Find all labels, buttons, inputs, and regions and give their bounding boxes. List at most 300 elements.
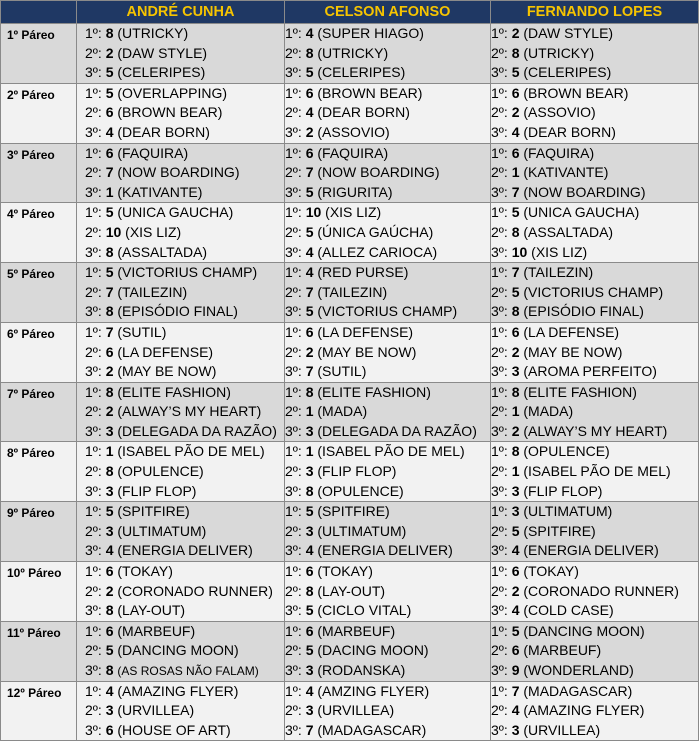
pick-position: 1º: bbox=[85, 84, 102, 101]
pick-line bbox=[285, 183, 490, 203]
horse-number: 2 bbox=[105, 363, 114, 380]
pick-line bbox=[491, 402, 698, 422]
horse-number: 5 bbox=[511, 64, 520, 81]
horse-number: 7 bbox=[305, 164, 314, 181]
tipster-1-picks bbox=[77, 83, 285, 143]
pick-line bbox=[77, 362, 284, 382]
tipster-2-picks bbox=[285, 382, 491, 442]
pick-position: 2º: bbox=[85, 403, 102, 420]
horse-number: 4 bbox=[305, 542, 314, 559]
pick-position: 3º: bbox=[491, 602, 508, 619]
pick-position: 2º: bbox=[85, 702, 102, 719]
pick-line bbox=[491, 422, 698, 442]
header-tipster-3: FERNANDO LOPES bbox=[491, 1, 699, 24]
race-label: 7º Páreo bbox=[1, 382, 77, 442]
horse-name: (SPITFIRE) bbox=[117, 503, 190, 520]
pick-line bbox=[77, 203, 284, 223]
horse-number: 5 bbox=[511, 522, 520, 539]
pick-line bbox=[491, 522, 698, 542]
horse-name: (ASSALTADA) bbox=[523, 223, 614, 240]
pick-line bbox=[77, 661, 284, 681]
horse-name: (ISABEL PÃO DE MEL) bbox=[117, 443, 265, 460]
horse-number: 4 bbox=[305, 104, 314, 121]
pick-line bbox=[285, 482, 490, 502]
race-label: 1º Páreo bbox=[1, 24, 77, 84]
pick-line bbox=[285, 323, 490, 343]
pick-line bbox=[285, 103, 490, 123]
pick-position: 3º: bbox=[285, 64, 302, 81]
horse-number: 3 bbox=[305, 702, 314, 719]
race-row bbox=[1, 621, 699, 681]
horse-name: (ENERGIA DELIVER) bbox=[317, 542, 453, 559]
horse-name: (ELITE FASHION) bbox=[317, 383, 431, 400]
tipster-3-picks bbox=[491, 562, 699, 622]
tipster-1-picks bbox=[77, 562, 285, 622]
horse-name: (TAILEZIN) bbox=[317, 283, 388, 300]
horse-number: 6 bbox=[305, 84, 314, 101]
race-row bbox=[1, 562, 699, 622]
pick-line bbox=[77, 622, 284, 642]
pick-line bbox=[285, 24, 490, 44]
race-row bbox=[1, 24, 699, 84]
horse-number: 6 bbox=[105, 721, 114, 738]
pick-position: 2º: bbox=[285, 582, 302, 599]
horse-number: 5 bbox=[105, 264, 114, 281]
pick-position: 2º: bbox=[491, 343, 508, 360]
pick-line bbox=[285, 582, 490, 602]
horse-number: 6 bbox=[105, 343, 114, 360]
pick-position: 1º: bbox=[491, 144, 508, 161]
pick-line bbox=[77, 701, 284, 721]
tipster-2-picks bbox=[285, 442, 491, 502]
race-label: 3º Páreo bbox=[1, 143, 77, 203]
horse-name: (FAQUIRA) bbox=[523, 144, 595, 161]
horse-name: (ALWAY’S MY HEART) bbox=[523, 422, 668, 439]
pick-position: 3º: bbox=[491, 64, 508, 81]
pick-line bbox=[285, 522, 490, 542]
tipster-1-picks bbox=[77, 24, 285, 84]
tipster-2-picks bbox=[285, 322, 491, 382]
horse-name: (ASSOVIO) bbox=[317, 123, 390, 140]
horse-name: (BROWN BEAR) bbox=[317, 84, 423, 101]
pick-line bbox=[491, 223, 698, 243]
horse-number: 7 bbox=[105, 283, 114, 300]
pick-line bbox=[285, 263, 490, 283]
horse-number: 1 bbox=[511, 403, 520, 420]
pick-line bbox=[77, 402, 284, 422]
horse-number: 1 bbox=[305, 403, 314, 420]
pick-line bbox=[285, 283, 490, 303]
horse-name: (SUTIL) bbox=[317, 363, 367, 380]
pick-line bbox=[491, 541, 698, 561]
pick-line bbox=[491, 661, 698, 681]
horse-name: (CELERIPES) bbox=[523, 64, 612, 81]
pick-position: 2º: bbox=[491, 223, 508, 240]
pick-position: 3º: bbox=[491, 542, 508, 559]
horse-name: (ALWAY’S MY HEART) bbox=[117, 403, 262, 420]
horse-number: 4 bbox=[511, 542, 520, 559]
race-row bbox=[1, 502, 699, 562]
horse-name: (CELERIPES) bbox=[317, 64, 406, 81]
pick-position: 2º: bbox=[285, 343, 302, 360]
horse-number: 3 bbox=[105, 422, 114, 439]
horse-number: 1 bbox=[105, 183, 114, 200]
tipster-3-picks bbox=[491, 382, 699, 442]
pick-position: 1º: bbox=[85, 25, 102, 41]
pick-position: 3º: bbox=[85, 482, 102, 499]
horse-name: (AS ROSAS NÃO FALAM) bbox=[117, 664, 259, 678]
horse-name: (EPISÓDIO FINAL) bbox=[523, 303, 644, 320]
tipster-3-picks bbox=[491, 322, 699, 382]
pick-line bbox=[77, 44, 284, 64]
pick-line bbox=[77, 243, 284, 263]
tipster-2-picks bbox=[285, 263, 491, 323]
pick-position: 1º: bbox=[285, 264, 302, 281]
horse-number: 7 bbox=[305, 283, 314, 300]
pick-position: 1º: bbox=[491, 383, 508, 400]
horse-number: 8 bbox=[511, 44, 520, 61]
pick-line bbox=[285, 721, 490, 741]
horse-number: 4 bbox=[105, 542, 114, 559]
pick-position: 3º: bbox=[285, 363, 302, 380]
pick-line bbox=[285, 362, 490, 382]
pick-position: 3º: bbox=[85, 243, 102, 260]
pick-line bbox=[285, 243, 490, 263]
pick-position: 1º: bbox=[85, 264, 102, 281]
pick-position: 2º: bbox=[85, 642, 102, 659]
pick-position: 1º: bbox=[285, 144, 302, 161]
pick-position: 3º: bbox=[285, 662, 302, 678]
horse-number: 3 bbox=[511, 503, 520, 520]
pick-line bbox=[491, 502, 698, 522]
horse-number: 2 bbox=[105, 44, 114, 61]
horse-number: 1 bbox=[511, 164, 520, 181]
horse-number: 5 bbox=[305, 64, 314, 81]
pick-position: 2º: bbox=[85, 223, 102, 240]
horse-name: (EPISÓDIO FINAL) bbox=[117, 303, 238, 320]
horse-name: (TAILEZIN) bbox=[117, 283, 188, 300]
horse-number: 8 bbox=[511, 443, 520, 460]
pick-position: 3º: bbox=[285, 542, 302, 559]
pick-line bbox=[491, 323, 698, 343]
pick-line bbox=[285, 622, 490, 642]
horse-number: 5 bbox=[511, 622, 520, 639]
tipster-3-picks bbox=[491, 83, 699, 143]
pick-position: 2º: bbox=[285, 104, 302, 121]
horse-name: (MADAGASCAR) bbox=[523, 682, 633, 699]
horse-name: (ASSOVIO) bbox=[523, 104, 596, 121]
pick-position: 3º: bbox=[491, 422, 508, 439]
horse-number: 2 bbox=[511, 104, 520, 121]
horse-number: 9 bbox=[511, 662, 520, 678]
pick-position: 3º: bbox=[491, 243, 508, 260]
horse-name: (DAW STYLE) bbox=[117, 44, 208, 61]
header-tipster-1: ANDRÉ CUNHA bbox=[77, 1, 285, 24]
horse-number: 1 bbox=[105, 443, 114, 460]
horse-name: (OPULENCE) bbox=[317, 482, 404, 499]
pick-line bbox=[285, 63, 490, 83]
pick-position: 1º: bbox=[85, 323, 102, 340]
tipster-2-picks bbox=[285, 621, 491, 681]
horse-name: (UTRICKY) bbox=[117, 25, 189, 41]
tipster-2-picks bbox=[285, 502, 491, 562]
horse-number: 3 bbox=[511, 721, 520, 738]
horse-name: (ELITE FASHION) bbox=[117, 383, 231, 400]
pick-position: 2º: bbox=[85, 582, 102, 599]
horse-name: (DACING MOON) bbox=[317, 642, 429, 659]
horse-number: 2 bbox=[105, 403, 114, 420]
horse-name: (TAILEZIN) bbox=[523, 264, 594, 281]
pick-position: 1º: bbox=[285, 323, 302, 340]
horse-name: (FLIP FLOP) bbox=[317, 463, 397, 480]
pick-line bbox=[285, 383, 490, 403]
pick-position: 2º: bbox=[491, 702, 508, 719]
pick-line bbox=[77, 183, 284, 203]
horse-name: (DELEGADA DA RAZÃO) bbox=[317, 422, 477, 439]
pick-position: 2º: bbox=[85, 522, 102, 539]
pick-line bbox=[77, 24, 284, 44]
horse-number: 10 bbox=[305, 204, 322, 221]
horse-number: 5 bbox=[305, 642, 314, 659]
pick-position: 1º: bbox=[285, 25, 302, 41]
pick-line bbox=[491, 582, 698, 602]
tipster-3-picks bbox=[491, 621, 699, 681]
horse-name: (URVILLEA) bbox=[523, 721, 601, 738]
horse-number: 6 bbox=[105, 144, 114, 161]
race-label: 8º Páreo bbox=[1, 442, 77, 502]
horse-number: 5 bbox=[305, 183, 314, 200]
pick-position: 1º: bbox=[491, 443, 508, 460]
pick-line bbox=[491, 24, 698, 44]
pick-position: 1º: bbox=[285, 622, 302, 639]
horse-number: 3 bbox=[105, 522, 114, 539]
tipster-1-picks bbox=[77, 203, 285, 263]
race-label: 5º Páreo bbox=[1, 263, 77, 323]
race-label: 2º Páreo bbox=[1, 83, 77, 143]
horse-number: 7 bbox=[511, 264, 520, 281]
pick-position: 1º: bbox=[285, 563, 302, 580]
pick-position: 3º: bbox=[285, 123, 302, 140]
race-row bbox=[1, 382, 699, 442]
horse-name: (OPULENCE) bbox=[523, 443, 610, 460]
pick-line bbox=[491, 601, 698, 621]
pick-position: 2º: bbox=[285, 702, 302, 719]
pick-position: 3º: bbox=[285, 721, 302, 738]
horse-number: 5 bbox=[105, 642, 114, 659]
pick-line bbox=[285, 641, 490, 661]
horse-name: (LA DEFENSE) bbox=[117, 343, 214, 360]
tipster-2-picks bbox=[285, 562, 491, 622]
horse-name: (ÚNICA GAÚCHA) bbox=[317, 223, 434, 240]
pick-line bbox=[491, 562, 698, 582]
pick-line bbox=[285, 302, 490, 322]
pick-line bbox=[491, 302, 698, 322]
pick-line bbox=[285, 562, 490, 582]
horse-name: (ISABEL PÃO DE MEL) bbox=[317, 443, 465, 460]
pick-line bbox=[491, 462, 698, 482]
pick-position: 3º: bbox=[85, 662, 102, 678]
pick-line bbox=[491, 203, 698, 223]
pick-line bbox=[285, 502, 490, 522]
horse-number: 5 bbox=[305, 602, 314, 619]
pick-line bbox=[285, 123, 490, 143]
pick-line bbox=[77, 422, 284, 442]
horse-name: (WONDERLAND) bbox=[523, 662, 634, 678]
pick-position: 3º: bbox=[285, 183, 302, 200]
horse-name: (FLIP FLOP) bbox=[117, 482, 197, 499]
horse-name: (DEAR BORN) bbox=[317, 104, 410, 121]
horse-number: 2 bbox=[511, 582, 520, 599]
tipster-1-picks bbox=[77, 681, 285, 741]
horse-number: 6 bbox=[511, 642, 520, 659]
pick-line bbox=[77, 562, 284, 582]
pick-line bbox=[491, 622, 698, 642]
horse-number: 8 bbox=[105, 383, 114, 400]
pick-position: 1º: bbox=[85, 144, 102, 161]
horse-name: (VICTORIUS CHAMP) bbox=[317, 303, 458, 320]
horse-number: 2 bbox=[511, 343, 520, 360]
horse-number: 3 bbox=[511, 363, 520, 380]
pick-position: 3º: bbox=[85, 422, 102, 439]
pick-position: 2º: bbox=[491, 582, 508, 599]
pick-position: 3º: bbox=[85, 183, 102, 200]
race-label: 11º Páreo bbox=[1, 621, 77, 681]
horse-number: 8 bbox=[105, 243, 114, 260]
pick-line bbox=[285, 601, 490, 621]
pick-position: 1º: bbox=[491, 622, 508, 639]
pick-position: 2º: bbox=[285, 44, 302, 61]
horse-name: (KATIVANTE) bbox=[117, 183, 203, 200]
horse-name: (UNICA GAUCHA) bbox=[117, 204, 234, 221]
race-row bbox=[1, 263, 699, 323]
horse-number: 1 bbox=[511, 463, 520, 480]
pick-line bbox=[491, 641, 698, 661]
horse-name: (XIS LIZ) bbox=[531, 243, 588, 260]
pick-position: 3º: bbox=[491, 183, 508, 200]
horse-name: (XIS LIZ) bbox=[325, 204, 382, 221]
pick-position: 3º: bbox=[491, 123, 508, 140]
race-row bbox=[1, 322, 699, 382]
pick-position: 1º: bbox=[491, 563, 508, 580]
pick-position: 3º: bbox=[85, 363, 102, 380]
pick-line bbox=[285, 84, 490, 104]
pick-position: 1º: bbox=[491, 25, 508, 41]
tipster-2-picks bbox=[285, 203, 491, 263]
tipster-1-picks bbox=[77, 442, 285, 502]
pick-line bbox=[491, 362, 698, 382]
pick-position: 2º: bbox=[85, 343, 102, 360]
horse-number: 3 bbox=[105, 702, 114, 719]
pick-line bbox=[285, 223, 490, 243]
horse-number: 8 bbox=[105, 602, 114, 619]
pick-position: 2º: bbox=[491, 44, 508, 61]
pick-position: 3º: bbox=[491, 721, 508, 738]
race-label: 10º Páreo bbox=[1, 562, 77, 622]
horse-number: 5 bbox=[305, 503, 314, 520]
pick-line bbox=[491, 44, 698, 64]
horse-name: (XIS LIZ) bbox=[125, 223, 182, 240]
pick-line bbox=[285, 163, 490, 183]
horse-name: (ELITE FASHION) bbox=[523, 383, 637, 400]
pick-position: 1º: bbox=[285, 383, 302, 400]
horse-name: (BROWN BEAR) bbox=[117, 104, 223, 121]
horse-name: (UTRICKY) bbox=[317, 44, 389, 61]
pick-position: 1º: bbox=[491, 204, 508, 221]
pick-line bbox=[77, 442, 284, 462]
horse-name: (OPULENCE) bbox=[117, 463, 204, 480]
horse-name: (DEAR BORN) bbox=[523, 123, 616, 140]
pick-line bbox=[77, 302, 284, 322]
header-tipster-2: CELSON AFONSO bbox=[285, 1, 491, 24]
pick-position: 2º: bbox=[85, 44, 102, 61]
tipster-1-picks bbox=[77, 263, 285, 323]
horse-number: 5 bbox=[305, 223, 314, 240]
pick-position: 1º: bbox=[491, 503, 508, 520]
pick-line bbox=[77, 522, 284, 542]
horse-number: 7 bbox=[305, 363, 314, 380]
tipster-1-picks bbox=[77, 322, 285, 382]
horse-name: (DANCING MOON) bbox=[117, 642, 239, 659]
pick-line bbox=[77, 383, 284, 403]
tipster-3-picks bbox=[491, 681, 699, 741]
horse-name: (SPITFIRE) bbox=[523, 522, 596, 539]
horse-number: 5 bbox=[105, 503, 114, 520]
pick-line bbox=[77, 84, 284, 104]
pick-position: 2º: bbox=[285, 403, 302, 420]
horse-number: 4 bbox=[305, 264, 314, 281]
pick-position: 3º: bbox=[491, 482, 508, 499]
horse-number: 6 bbox=[105, 622, 114, 639]
pick-line bbox=[491, 701, 698, 721]
pick-line bbox=[491, 263, 698, 283]
horse-number: 8 bbox=[511, 223, 520, 240]
horse-number: 6 bbox=[305, 563, 314, 580]
pick-position: 1º: bbox=[85, 443, 102, 460]
tipster-3-picks bbox=[491, 502, 699, 562]
pick-position: 3º: bbox=[491, 303, 508, 320]
pick-position: 2º: bbox=[285, 642, 302, 659]
pick-line bbox=[285, 462, 490, 482]
header-race bbox=[1, 1, 77, 24]
tipster-3-picks bbox=[491, 143, 699, 203]
tipster-1-picks bbox=[77, 621, 285, 681]
pick-line bbox=[77, 641, 284, 661]
horse-number: 2 bbox=[305, 343, 314, 360]
pick-line bbox=[491, 123, 698, 143]
pick-line bbox=[491, 283, 698, 303]
horse-number: 8 bbox=[105, 303, 114, 320]
horse-name: (DANCING MOON) bbox=[523, 622, 645, 639]
horse-number: 6 bbox=[105, 104, 114, 121]
pick-position: 3º: bbox=[285, 482, 302, 499]
horse-number: 6 bbox=[105, 563, 114, 580]
tipster-3-picks bbox=[491, 263, 699, 323]
horse-name: (ENERGIA DELIVER) bbox=[523, 542, 659, 559]
horse-name: (MAY BE NOW) bbox=[523, 343, 623, 360]
tipster-3-picks bbox=[491, 24, 699, 84]
horse-number: 8 bbox=[105, 463, 114, 480]
horse-name: (OVERLAPPING) bbox=[117, 84, 228, 101]
horse-name: (TOKAY) bbox=[317, 563, 373, 580]
horse-name: (DAW STYLE) bbox=[523, 25, 614, 41]
horse-name: (CELERIPES) bbox=[117, 64, 206, 81]
pick-line bbox=[77, 263, 284, 283]
pick-position: 2º: bbox=[491, 463, 508, 480]
pick-position: 3º: bbox=[85, 542, 102, 559]
horse-name: (LAY-OUT) bbox=[317, 582, 386, 599]
pick-line bbox=[491, 482, 698, 502]
pick-position: 3º: bbox=[285, 303, 302, 320]
